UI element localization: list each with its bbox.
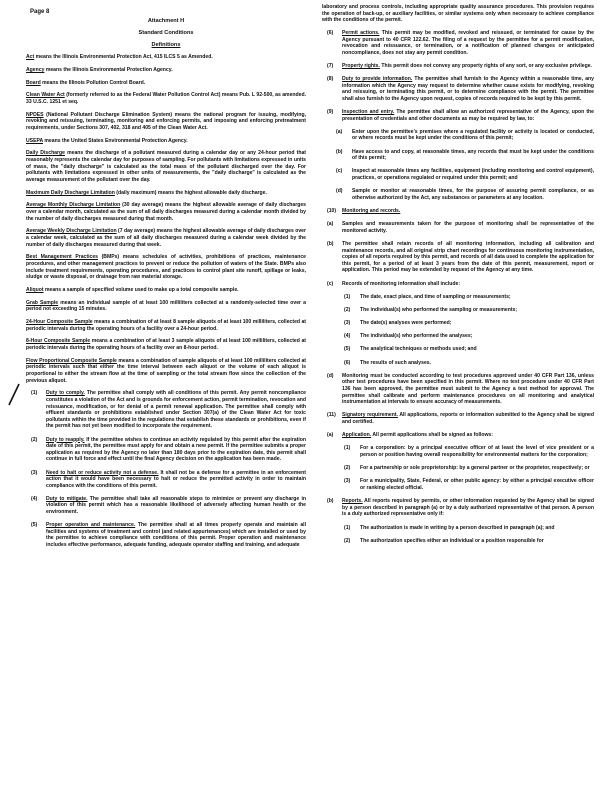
condition-item xyxy=(26,437,306,463)
condition-item xyxy=(322,109,594,122)
condition-title: Monitoring and records. xyxy=(342,208,401,214)
records-subitem xyxy=(322,294,594,301)
condition-title: Duty to provide information. xyxy=(342,76,413,83)
item-text: Duty to comply. The permittee shall comply with all conditions of this permit. Any permit noncompliance constitutes a violation of the Act and is grounds for enforcement action, permit termination, revocation and reissuance, modification, or for denial of a permit renewal application. The permittee shall comply with effluent standards or prohibitions established under Section 307(a) of the Clean Water Act for toxic pollutants within the time provided in the regulations that establish these standards or prohibitions, even if the permit has not yet been modified to incorporate the requirement. xyxy=(46,390,306,430)
defined-term: 8-Hour Composite Sample xyxy=(26,338,91,345)
monitoring-subitem xyxy=(322,241,594,274)
item-text: Signatory requirement. All applications, reports or information submitted to the Agency shall be signed and certified. xyxy=(342,412,594,425)
item-number: (4) xyxy=(344,333,351,340)
definition-paragraph: USEPA means the United States Environmental Protection Agency. xyxy=(26,137,188,144)
signatory-subitem xyxy=(322,432,594,439)
definitions-title: Definitions xyxy=(151,42,181,48)
item-text: Duty to mitigate. The permittee shall take all reasonable steps to minimize or prevent any discharge in violation of this permit which has a reasonable likelihood of adversely affecting human health or the environment. xyxy=(46,495,306,516)
right-column xyxy=(322,4,594,551)
defined-term: USEPA xyxy=(26,137,43,144)
item-number: (4) xyxy=(31,495,38,502)
condition-item xyxy=(322,412,594,425)
definition-paragraph: Average Monthly Discharge Limitation (30 day average) means the highest allowable average of daily discharges over a calendar month, calculated as the sum of all daily discharges measured during a calendar month divided by the number of daily discharges measured during that month. xyxy=(26,202,306,222)
application-subitem xyxy=(322,445,594,458)
condition-item xyxy=(26,522,306,548)
condition-item xyxy=(26,496,306,516)
item-text: Application. All permit applications shall be signed as follows: xyxy=(342,432,493,439)
records-subitem xyxy=(322,360,594,367)
item-text: The analytical techniques or methods used; and xyxy=(360,346,477,353)
page-label: Page 8 xyxy=(30,9,50,15)
item-text: For a corporation: by a principal executive officer of at least the level of vice president or a person or position having overall responsibility for environmental matters for the corporation; xyxy=(360,445,594,458)
condition-title: Duty to mitigate. xyxy=(46,495,88,502)
definition-paragraph: 24-Hour Composite Sample means a combination of at least 8 sample aliquots of at least 100 milliliters, collected at periodic intervals during the operating hours of a facility over a 24-hour period. xyxy=(26,319,307,332)
condition-title: Need to halt or reduce activity not a defense. xyxy=(46,469,159,476)
item-text: Enter upon the permittee's premises where a regulated facility or activity is located or conducted, or where records must be kept under the conditions of this permit; xyxy=(352,128,594,142)
condition-title: Proper operation and maintenance. xyxy=(46,522,136,529)
item-number: (7) xyxy=(327,62,334,69)
definition-paragraph: Best Management Practices (BMPs) means schedules of activities, prohibitions of practices, maintenance procedures, and other management practices to prevent or reduce the pollution of waters of the State. BMPs also include treatment requirements, operating procedures, and practices to control plant site runoff, spillage or leaks, sludge or waste disposal, or drainage from raw material storage. xyxy=(26,254,306,281)
defined-term: Average Weekly Discharge Limitation xyxy=(26,228,117,235)
item-text: For a municipality, State, Federal, or other public agency: by either a principal executive officer or ranking elected official. xyxy=(360,478,594,491)
defined-term: 24-Hour Composite Sample xyxy=(26,319,93,326)
definition-paragraph: 8-Hour Composite Sample means a combination of at least 3 sample aliquots of at least 100 milliliters, collected at periodic intervals during the operating hours of a facility over an 8-hour period. xyxy=(26,338,307,352)
definition-paragraph: NPDES (National Pollutant Discharge Elimination System) means the national program for issuing, modifying, revoking and reissuing, terminating, monitoring and enforcing permits, and imposing and enforcing pretreatment requirements, under Sections 307, 402, 318 and 405 of the Clean Water Act. xyxy=(26,111,306,131)
defined-term: Grab Sample xyxy=(26,299,59,306)
reports-subitem xyxy=(322,538,594,545)
item-number: (d) xyxy=(336,188,343,195)
item-text xyxy=(342,208,594,215)
inspection-subitem xyxy=(322,168,594,181)
definition-paragraph: Board means the Illinois Pollution Control Board. xyxy=(26,79,146,86)
inspection-subitem xyxy=(322,188,594,201)
definition-paragraph: Maximum Daily Discharge Limitation (daily maximum) means the highest allowable daily discharge. xyxy=(26,189,267,196)
condition-item xyxy=(322,30,594,56)
item-text: The results of such analyses. xyxy=(360,359,432,366)
item-text: Reports. All reports required by permits, or other information requested by the Agency shall be signed by a person described in paragraph (a) or by a duly authorized representative of that person. A person is a duly authorized representative only if: xyxy=(342,498,594,518)
monitoring-subitem xyxy=(322,373,594,406)
defined-term: Act xyxy=(26,54,35,60)
item-text: Samples and measurements taken for the purpose of monitoring shall be representative of the monitored activity. xyxy=(342,221,594,234)
definition-paragraph: Agency means the Illinois Environmental Protection Agency. xyxy=(26,66,173,73)
item-number: (3) xyxy=(344,320,351,327)
defined-term: Flow Proportional Composite Sample xyxy=(26,357,117,364)
item-number: (1) xyxy=(344,445,351,452)
defined-term: Agency xyxy=(26,66,45,73)
condition-title: Property rights. xyxy=(342,62,380,69)
item-text: The permittee shall retain records of all monitoring information, including all calibration and maintenance records, and all original strip chart recordings for continuous monitoring instrumentation, copies of all reports required by this permit, and records of all data used to complete the application for this permit, for a period of at least 3 years from the date of this permit, measurement, report or application. This period may be extended by request of the Agency at any time. xyxy=(342,240,594,274)
item-number: (c) xyxy=(327,280,334,287)
condition-title: Duty to comply. xyxy=(46,390,85,397)
condition-title: Application. xyxy=(342,432,372,439)
condition-item xyxy=(322,76,594,102)
attachment-title: Attachment H xyxy=(147,18,185,24)
inspection-subitem xyxy=(322,149,594,162)
item-number: (6) xyxy=(327,29,334,36)
condition-title: Reports. xyxy=(342,498,363,505)
condition-title: Permit actions. xyxy=(342,29,380,36)
item-number: (2) xyxy=(344,306,351,313)
item-text: Sample or monitor at reasonable times, for the purpose of assuring permit compliance, or as otherwise authorized by the Act, any substances or parameters at any location. xyxy=(352,188,594,201)
item-number: (a) xyxy=(327,221,334,228)
defined-term: Best Management Practices xyxy=(26,254,98,261)
item-text: The authorization is made in writing by a person described in paragraph (a); and xyxy=(360,524,555,531)
item-number: (c) xyxy=(336,168,343,175)
defined-term: Aliquot xyxy=(26,286,44,293)
definition-paragraph: Act means the Illinois Environmental Protection Act, 415 ILCS 5 as Amended. xyxy=(26,54,213,60)
defined-term: Average Monthly Discharge Limitation xyxy=(26,202,121,209)
definitions-list xyxy=(26,54,306,384)
continued-paragraph: laboratory and process controls, including appropriate quality assurance procedures. This provision requires the operation of back-up, or auxiliary facilities, or similar systems only when necessary to achieve compliance with the conditions of the permit. xyxy=(322,4,594,24)
condition-title: Duty to reapply. xyxy=(46,436,85,443)
item-number: (11) xyxy=(327,412,336,419)
item-text: Permit actions. This permit may be modified, revoked and reissued, or terminated for cause by the Agency pursuant to 40 CFR 122.62. The filing of a request by the permittee for a permit modification, revocation and reissuance, or termination, or a notification of planned changes or anticipated noncompliance, does not stay any permit condition. xyxy=(342,29,594,56)
definition-paragraph: Grab Sample means an individual sample of at least 100 milliliters collected at a randomly-selected time over a period not exceeding 15 minutes. xyxy=(26,299,306,313)
item-number: (d) xyxy=(327,372,334,379)
monitoring-subitem xyxy=(322,221,594,234)
definition-paragraph: Flow Proportional Composite Sample means a combination of sample aliquots of at least 100 milliliters collected at periodic intervals such that either the time interval between each aliquot or the volume of each aliquot is proportional to either the stream flow at the time of sampling or the total stream flow since the collection of the previous aliquot. xyxy=(26,357,306,384)
item-number: (5) xyxy=(31,522,38,529)
item-text: The individual(s) who performed the analyses; xyxy=(360,333,473,340)
item-text: The individual(s) who performed the sampling or measurements; xyxy=(360,306,518,313)
definition-paragraph: Average Weekly Discharge Limitation (7 day average) means the highest allowable average of daily discharges over a calendar week, calculated as the sum of all daily discharges measured during a calendar week divided by the number of daily discharges measured during that week. xyxy=(26,228,306,248)
item-number: (a) xyxy=(336,128,343,135)
defined-term: Maximum Daily Discharge Limitation xyxy=(26,189,115,196)
item-number: (a) xyxy=(327,432,334,439)
records-subitem xyxy=(322,320,594,327)
condition-item xyxy=(322,63,594,70)
item-text: Duty to reapply. If the permittee wishes to continue an activity regulated by this permit after the expiration date of this permit, the permittee must apply for and obtain a new permit. If the permittee submits a proper application as required by the Agency no later than 180 days prior to the expiration date, this permit shall continue in full force and effect until the final Agency decision on the application has been made. xyxy=(46,436,306,463)
defined-term: NPDES xyxy=(26,111,44,118)
condition-item xyxy=(26,470,306,490)
defined-term: Daily Discharge xyxy=(26,150,65,157)
condition-item xyxy=(26,390,306,430)
item-text: Proper operation and maintenance. The permittee shall at all times properly operate and maintain all facilities and systems of treatment and control (and related appurtenances) which are installed or used by the permittee to achieve compliance with conditions of this permit. Proper operation and maintenance includes effective performance, adequate funding, adequate operator staffing and training, and adequate xyxy=(46,522,306,549)
item-text: Need to halt or reduce activity not a defense. It shall not be a defense for a permittee in an enforcement action that it would have been necessary to halt or reduce the permitted activity in order to maintain compliance with the conditions of this permit. xyxy=(46,469,306,489)
item-number: (b) xyxy=(336,148,343,155)
item-number: (3) xyxy=(31,469,38,476)
left-column xyxy=(26,18,306,555)
item-text: The date(s) analyses were performed; xyxy=(360,320,452,327)
item-number: (2) xyxy=(344,465,351,472)
item-text: Inspect at reasonable times any facilities, equipment (including monitoring and control equipment), practices, or operations regulated or required under this permit; and xyxy=(352,168,594,182)
item-text: Property rights. This permit does not convey any property rights of any sort, or any exclusive privilege. xyxy=(342,62,592,69)
records-subitem xyxy=(322,333,594,340)
item-number: (b) xyxy=(327,498,334,505)
definition-paragraph: Daily Discharge means the discharge of a pollutant measured during a calendar day or any 24-hour period that reasonably represents the calendar day for purposes of sampling. For pollutants with limitations expressed in units of mass, the "daily discharge" is calculated as the total mass of the pollutant discharged over the day. For pollutants with limitations expressed in other units of measurements, the "daily discharge" is calculated as the average measurement of the pollutant over the day. xyxy=(26,150,306,183)
defined-term: Clean Water Act xyxy=(26,92,65,99)
records-subitem xyxy=(322,346,594,353)
definition-paragraph: Clean Water Act (formerly referred to as the Federal Water Pollution Control Act) means Pub. L 92-500, as amended. 33 U.S.C. 1251 et seq. xyxy=(26,92,306,105)
reports-subitem xyxy=(322,525,594,532)
margin-check-mark xyxy=(7,383,21,407)
item-text: The authorization specifies either an individual or a position responsible for xyxy=(360,537,544,544)
item-number: (1) xyxy=(344,293,351,300)
definition-paragraph: Aliquot means a sample of specified volume used to make up a total composite sample. xyxy=(26,286,239,293)
item-number: (b) xyxy=(327,240,334,247)
monitoring-subitem xyxy=(322,281,594,288)
item-number: (1) xyxy=(31,390,38,397)
item-text: Duty to provide information. The permittee shall furnish to the Agency within a reasonable time, any information which the Agency may request to determine whether cause exists for modifying, revoking and reissuing, or terminating this permit, or to determine compliance with the permit. The permittee shall also furnish to the Agency upon request, copies of records required to be kept by this permit. xyxy=(342,76,595,102)
item-text: Inspection and entry. The permittee shall allow an authorized representative of the Agency, upon the presentation of credentials and other documents as may be required by law, to: xyxy=(342,109,594,122)
item-text: Records of monitoring information shall include: xyxy=(342,280,461,287)
application-subitem xyxy=(322,478,594,491)
item-number: (1) xyxy=(344,524,351,531)
item-number: (3) xyxy=(344,478,351,485)
records-subitem xyxy=(322,307,594,314)
inspection-subitem xyxy=(322,129,594,142)
item-text: For a partnership or sole proprietorship: by a general partner or the proprietor, respectively; or xyxy=(360,465,590,472)
conditions-list-right xyxy=(322,30,594,544)
item-number: (9) xyxy=(327,109,334,116)
defined-term: Board xyxy=(26,79,41,86)
item-number: (5) xyxy=(344,346,351,353)
item-number: (6) xyxy=(344,359,351,366)
item-text: Have access to and copy, at reasonable times, any records that must be kept under the conditions of this permit; xyxy=(352,148,594,162)
condition-item xyxy=(322,208,594,215)
signatory-subitem xyxy=(322,498,594,518)
condition-title: Signatory requirement. xyxy=(342,412,398,419)
item-text: The date, exact place, and time of sampling or measurements; xyxy=(360,293,511,300)
section-title: Standard Conditions xyxy=(138,30,194,36)
condition-title: Inspection and entry. xyxy=(342,109,395,116)
item-number: (8) xyxy=(327,76,334,83)
item-number: (2) xyxy=(31,436,38,443)
application-subitem xyxy=(322,465,594,472)
item-text: Monitoring must be conducted according to test procedures approved under 40 CFR Part 136, unless other test procedures have been specified in this permit. Where no test procedure under 40 CFR Part 136 has been approved, the permittee must submit to the Agency a test method for approval. The permittee shall calibrate and perform maintenance procedures on all monitoring and analytical instrumentation at intervals to ensure accuracy of measurements. xyxy=(342,372,594,406)
item-number: (2) xyxy=(344,537,351,544)
item-number: (10) xyxy=(327,208,337,214)
conditions-list-left xyxy=(26,390,306,548)
